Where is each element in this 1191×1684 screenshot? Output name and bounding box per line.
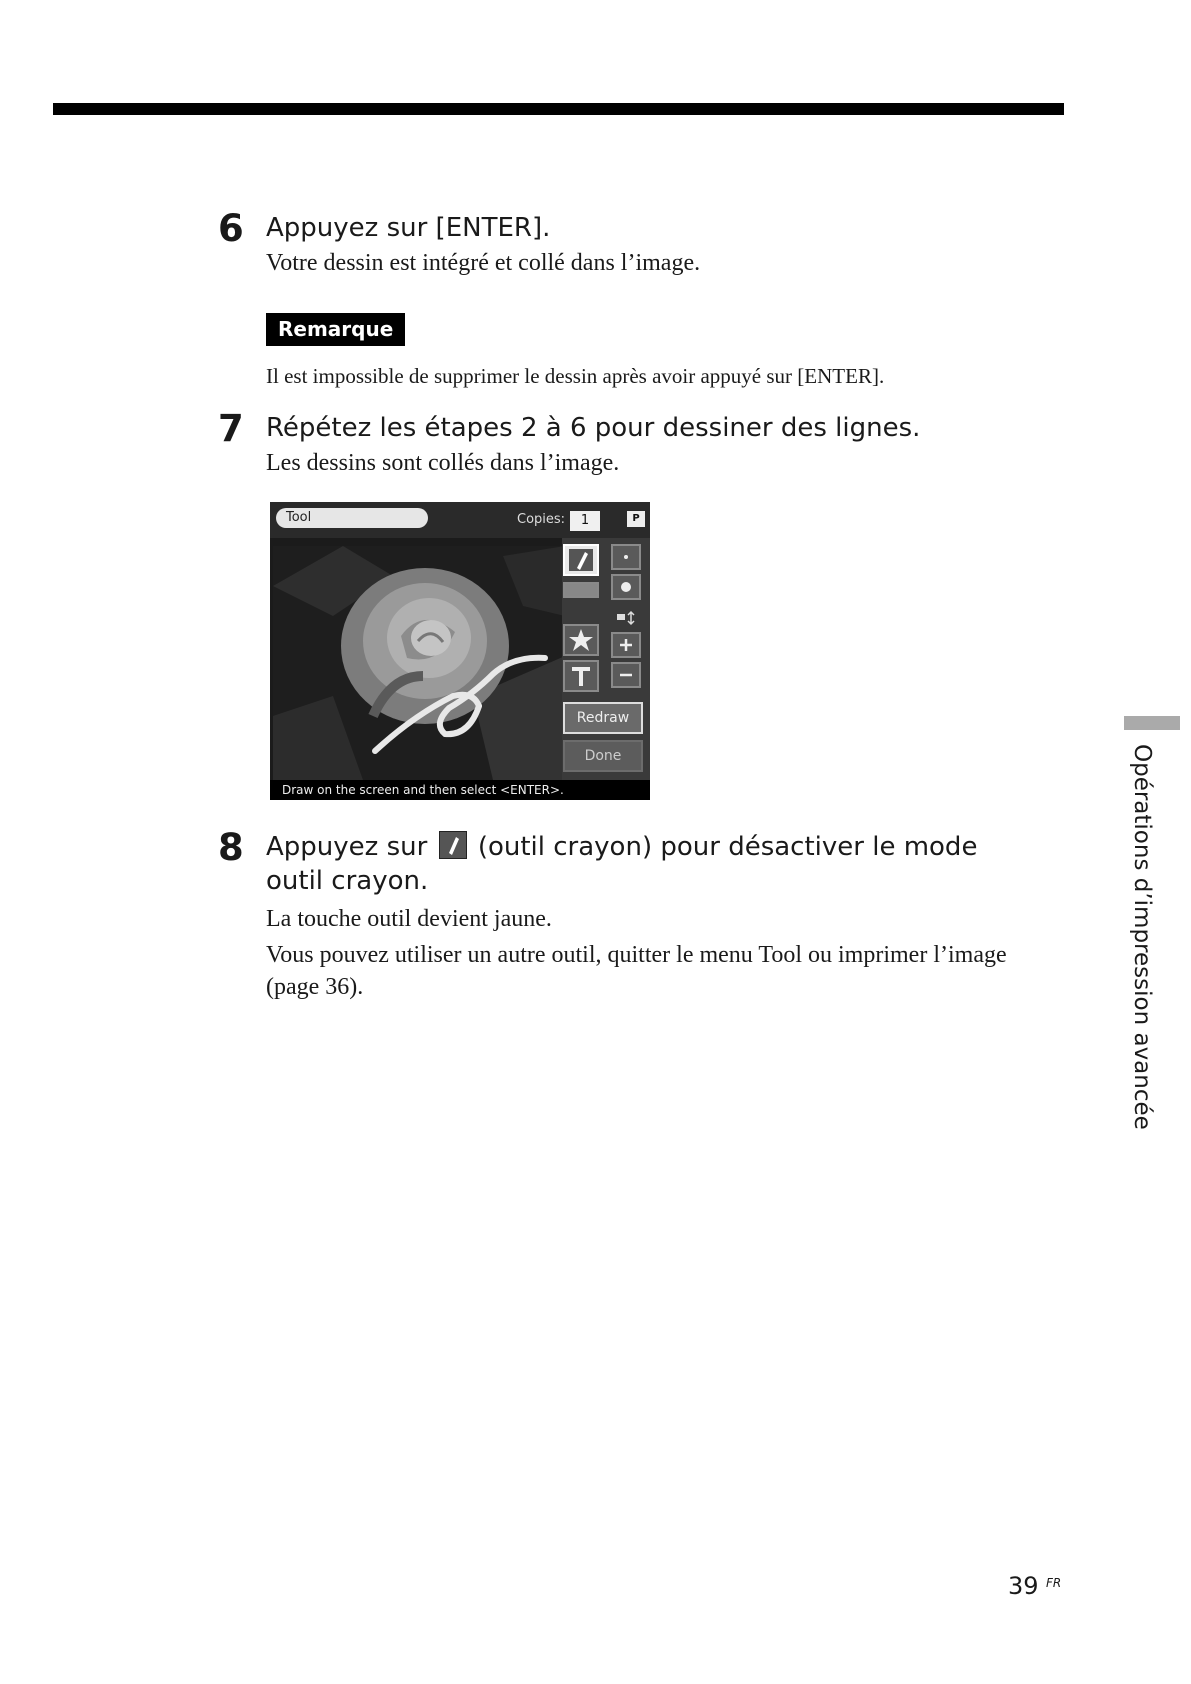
step-6-number: 6 (218, 207, 244, 250)
copies-value[interactable]: 1 (570, 511, 600, 531)
note-badge: Remarque (266, 313, 405, 346)
step-8-title-before: Appuyez sur (266, 832, 428, 862)
step-8-title (266, 830, 1036, 898)
small-dot-icon (613, 546, 639, 568)
device-screenshot (270, 502, 650, 800)
text-icon (565, 662, 597, 690)
zoom-in-button[interactable] (611, 632, 641, 658)
plus-icon (613, 634, 639, 656)
step-8-number: 8 (218, 826, 244, 869)
step-6-body: Votre dessin est intégré et collé dans l’image. (266, 250, 701, 276)
text-tool-button[interactable] (563, 660, 599, 692)
step-8-body-1: La touche outil devient jaune. (266, 906, 552, 932)
step-7-body: Les dessins sont collés dans l’image. (266, 450, 620, 476)
small-dot-button[interactable] (611, 544, 641, 570)
side-tab-label: Opérations d’impression avancée (1129, 744, 1155, 1130)
minus-icon (613, 664, 639, 686)
size-icon (611, 608, 641, 628)
note-text: Il est impossible de supprimer le dessin après avoir appuyé sur [ENTER]. (266, 364, 885, 388)
step-6-title: Appuyez sur [ENTER]. (266, 213, 551, 243)
step-8-body-2: Vous pouvez utiliser un autre outil, quitter le menu Tool ou imprimer l’image (page 36). (266, 942, 1007, 1000)
header-rule (53, 103, 1064, 115)
zoom-out-button[interactable] (611, 662, 641, 688)
step-7-number: 7 (218, 407, 244, 450)
large-dot-icon (613, 576, 639, 598)
step-7-title: Répétez les étapes 2 à 6 pour dessiner des lignes. (266, 413, 921, 443)
step-8-title-after: (outil crayon) pour désactiver le mode outil crayon. (266, 832, 978, 896)
done-button[interactable]: Done (563, 740, 643, 772)
copies-label: Copies: (517, 512, 566, 527)
pencil-tool-button[interactable] (563, 544, 599, 576)
side-tab-marker (1124, 716, 1180, 730)
rose-photo[interactable] (273, 546, 565, 780)
page-language: FR (1046, 1576, 1062, 1590)
pencil-icon (565, 546, 597, 574)
pencil-icon (439, 831, 467, 859)
large-dot-button[interactable] (611, 574, 641, 600)
screen-status-bar: Draw on the screen and then select <ENTER>. (270, 780, 650, 800)
tool-title-field: Tool (276, 508, 428, 528)
redraw-button[interactable]: Redraw (563, 702, 643, 734)
line-width-bar[interactable] (563, 582, 599, 598)
p-badge: P (627, 511, 645, 527)
star-icon (565, 626, 597, 654)
size-indicator (611, 608, 641, 628)
stamp-tool-button[interactable] (563, 624, 599, 656)
page-number: 39 (1008, 1572, 1039, 1600)
